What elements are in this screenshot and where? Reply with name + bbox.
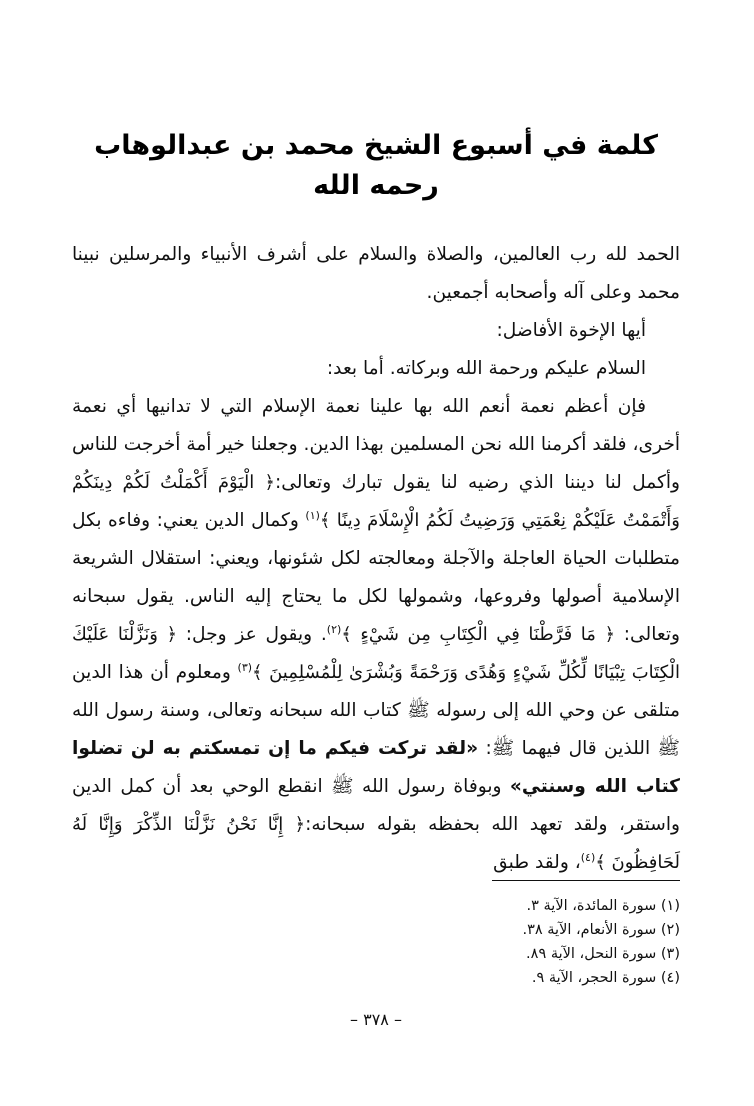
footnotes-list [72,894,680,990]
footnote-ref-2: (٢) [326,622,342,636]
main-paragraph [72,388,680,882]
footnote-3: (٣) سورة النحل، الآية ٨٩. [526,946,680,962]
page-number: – ٣٧٨ – [350,1010,402,1029]
hadith-quote: «لقد تركت فيكم ما إن تمسكتم به لن تضلوا كتاب الله وسنتي» [72,738,680,797]
page-title: كلمة في أسبوع الشيخ محمد بن عبدالوهاب رحمه الله [94,130,658,201]
footnote-divider [492,880,680,881]
body-text-5: وبوفاة رسول الله ﷺ انقطع الوحي بعد أن كمل الدين واستقر، ولقد تعهد الله بحفظه بقوله سبحانه: [72,776,680,835]
quran-verse-3: ﴿ وَنَزَّلْنَا عَلَيْكَ الْكِتَابَ تِبْيَانًا لِّكُلِّ شَيْءٍ وَهُدًى وَرَحْمَةً وَبُشْرَىٰ لِلْمُسْلِمِينَ ﴾ [72,624,680,683]
document-page [72,108,680,1068]
footnote-ref-1: (١) [305,508,320,522]
quran-verse-1: ﴿ الْيَوْمَ أَكْمَلْتُ لَكُمْ دِينَكُمْ وَأَتْمَمْتُ عَلَيْكُمْ نِعْمَتِي وَرَضِيتُ لَكُمُ الْإِسْلَامَ دِينًا ﴾ [72,472,680,531]
footnote-ref-4: (٤) [580,850,596,864]
footnote-2: (٢) سورة الأنعام، الآية ٣٨. [522,922,680,938]
body-text [72,388,680,882]
quran-verse-2: ﴿ مَا فَرَّطْنَا فِي الْكِتَابِ مِن شَيْءٍ ﴾ [341,624,616,645]
body-text-2: وكمال الدين يعني: وفاءه بكل متطلبات الحياة العاجلة والآجلة ومعالجته لكل شئونها، ويعني: استقلال الشريعة الإسلامية أصولها وفروعها، وشمولها لكل ما يحتاج إليه الناس. يقول سبحانه وتعالى: [72,510,680,645]
body-text-4: ومعلوم أن هذا الدين متلقى عن وحي الله إلى رسوله ﷺ كتاب الله سبحانه وتعالى، وسنة رسول الله ﷺ اللذين قال فيهما ﷺ: [72,662,681,759]
quran-verse-4: ﴿ إِنَّا نَحْنُ نَزَّلْنَا الذِّكْرَ وَإِنَّا لَهُ لَحَافِظُونَ ﴾ [72,814,680,873]
intro-paragraph: الحمد لله رب العالمين، والصلاة والسلام على أشرف الأنبياء والمرسلين نبينا محمد وعلى آله وأصحابه أجمعين. [72,244,680,303]
greeting-line: أيها الإخوة الأفاضل: [496,320,646,341]
footnote-4: (٤) سورة الحجر، الآية ٩. [531,970,680,986]
salam-line: السلام عليكم ورحمة الله وبركاته. أما بعد: [326,358,646,379]
footnote-1: (١) سورة المائدة، الآية ٣. [526,898,680,914]
footnote-ref-3: (٣) [237,660,253,674]
body-text-6: ، ولقد طبق [493,852,581,873]
body-text-1: فإن أعظم نعمة أنعم الله بها علينا نعمة الإسلام التي لا تدانيها أي نعمة أخرى، فلقد أكرمنا الله نحن المسلمين بهذا الدين. وجعلنا خير أمة أخرجت للناس وأكمل لنا ديننا الذي رضيه لنا يقول تبارك وتعالى: [72,396,681,493]
body-text-3: . ويقول عز وجل: [185,624,327,645]
